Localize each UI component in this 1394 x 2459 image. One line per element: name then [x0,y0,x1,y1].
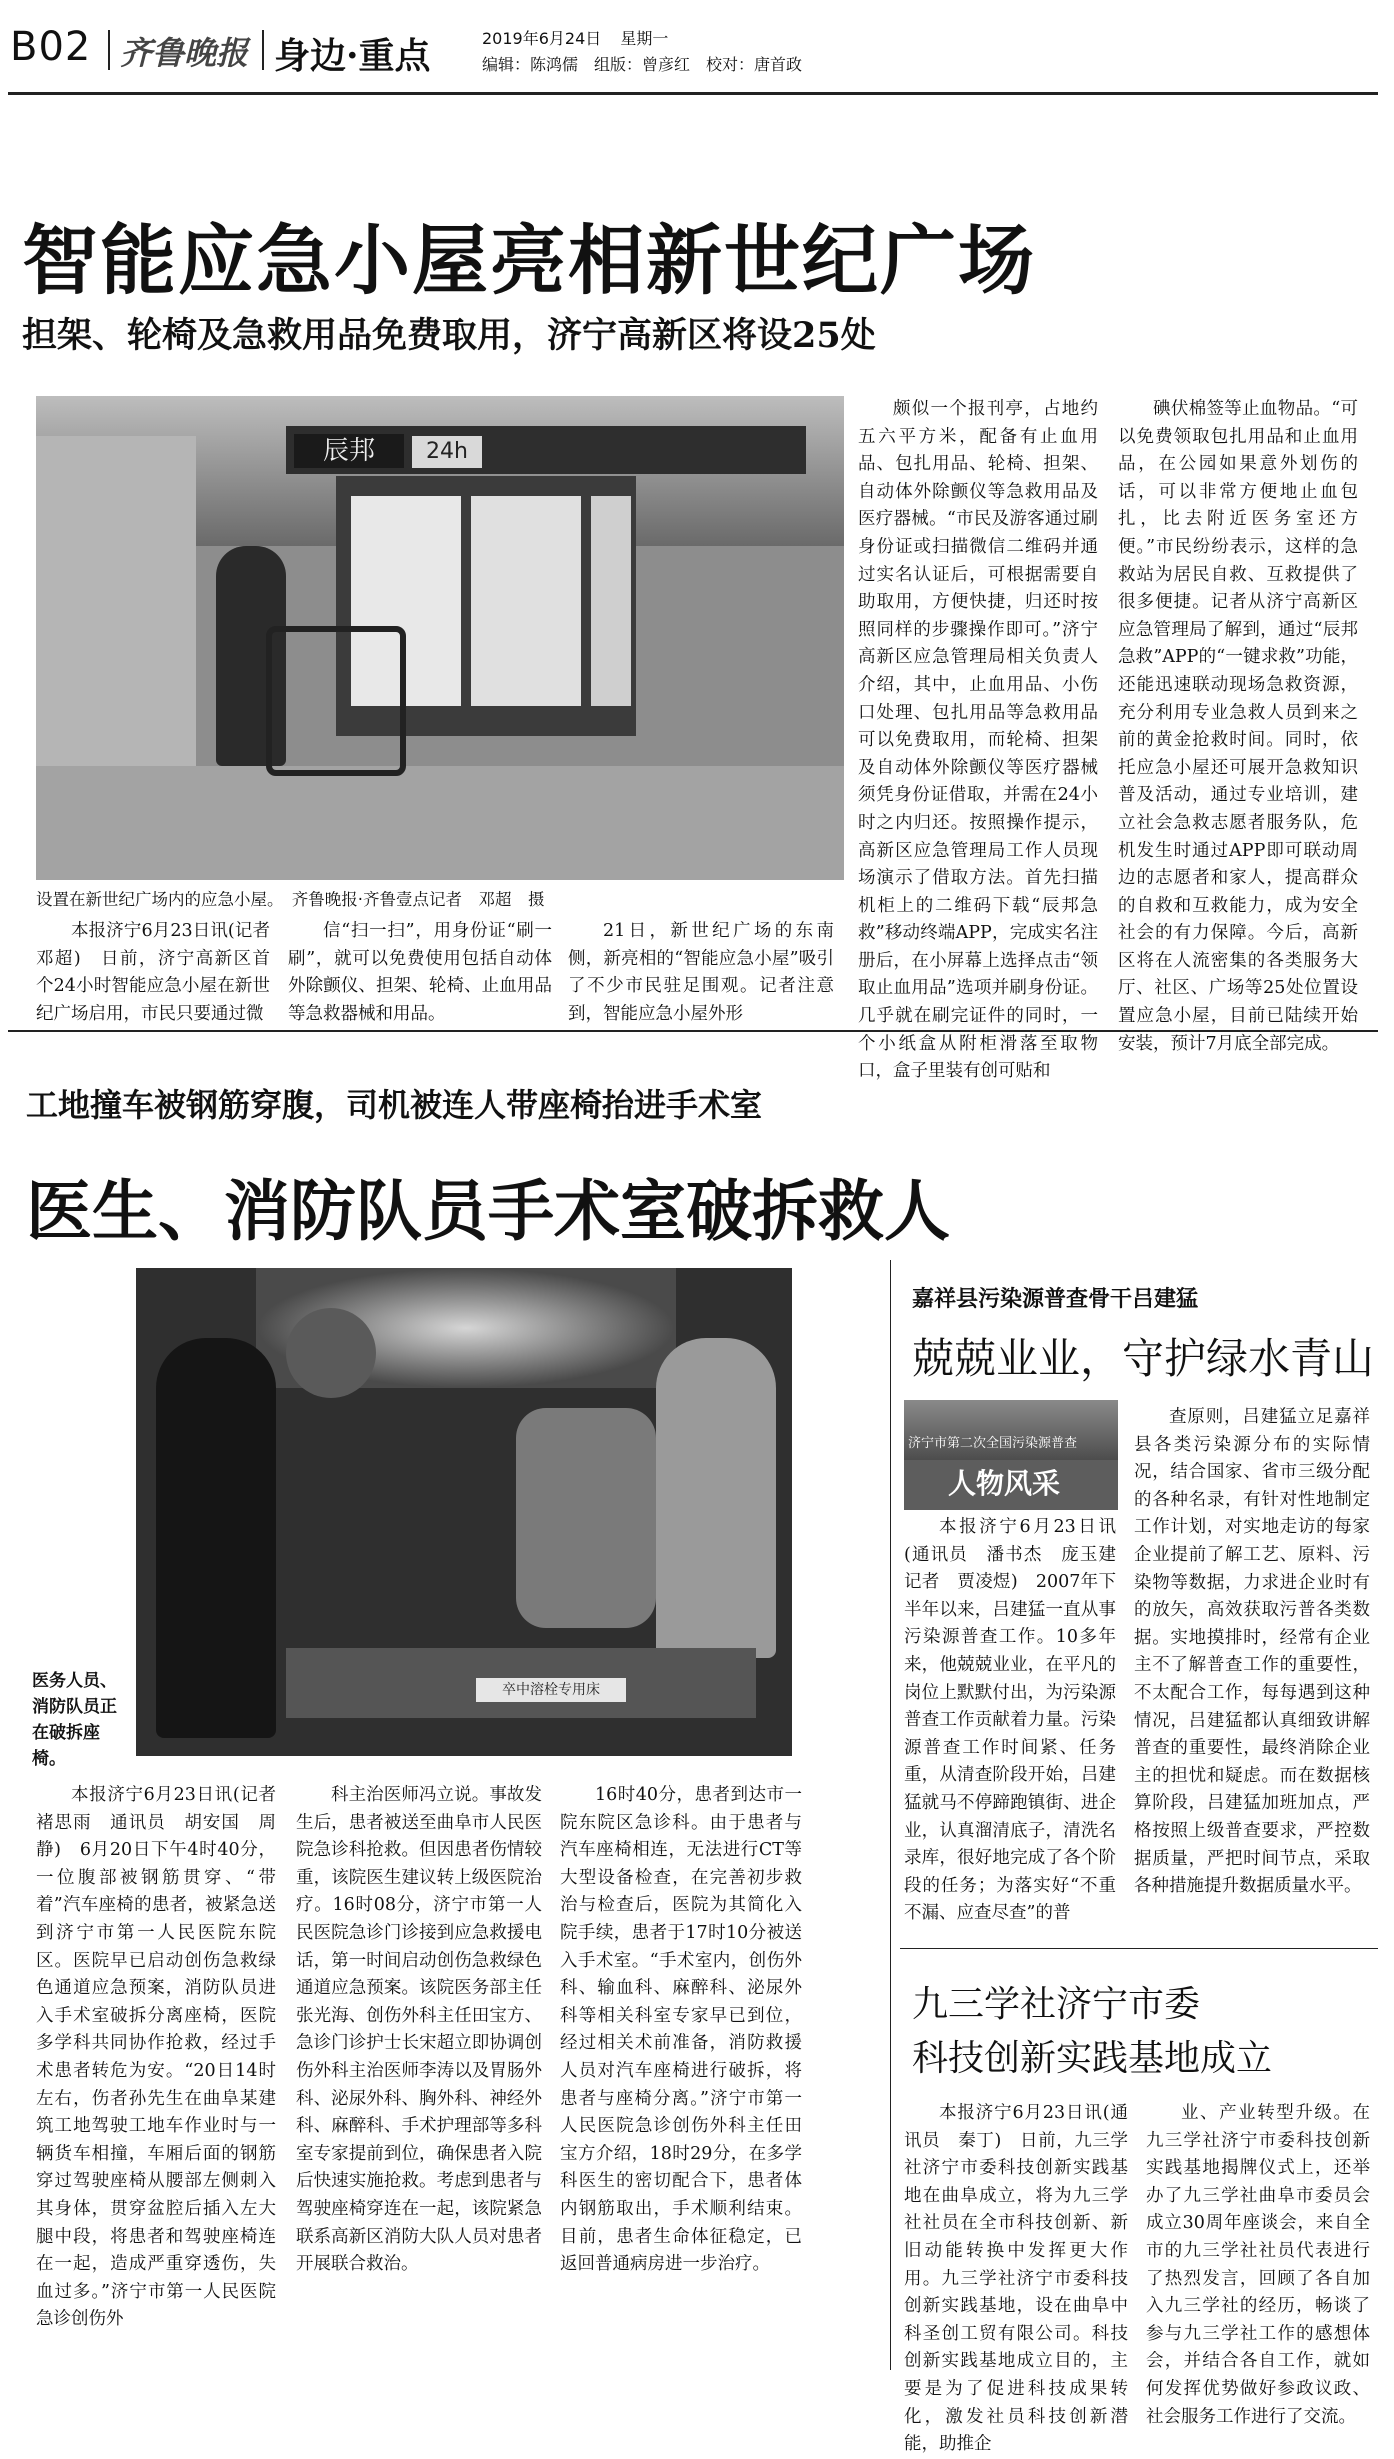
story2-col1-text: 本报济宁6月23日讯(记者 褚思雨 通讯员 胡安国 周静) 6月20日下午4时40分，一位腹部被钢筋贯穿、“带着”汽车座椅的患者，被紧急送到济宁市第一人民医院东院区。医院早已启动创伤急救绿色通道应急预案，消防队员进入手术室破拆分离座椅，医院多学科共同协作抢救，经过手术患者转危为安。“20日14时左右，伤者孙先生在曲阜某建筑工地驾驶工地车作业时与一辆货车相撞，车厢后面的钢筋穿过驾驶座椅从腰部左侧刺入其身体，贯穿盆腔后插入左大腿中段，将患者和驾驶座椅连在一起，造成严重穿透伤，失血过多。”济宁市第一人民医院急诊创伤外 [36,1785,294,2330]
column-rule [890,1260,891,2370]
story4-headline-line1: 九三学社济宁市委 [912,1984,1201,2025]
masthead-rule [8,92,1378,95]
story2-col2-text: 科主治医师冯立说。事故发生后，患者被送至曲阜市人民医院急诊科抢救。但因患者伤情较重，该院医生建议转上级医院治疗。16时08分，济宁市第一人民医院急诊门诊接到应急救援电话，第一时间启动创伤急救绿色通道应急预案。该院医务部主任张光海、创伤外科主任田宝方、急诊门诊护士长宋超立即协调创伤外科主治医师李涛以及胃肠外科、泌尿外科、胸外科、神经外科、麻醉科、手术护理部等多科室专家提前到位，确保患者入院后快速实施抢救。考虑到患者与驾驶座椅穿连在一起，该院紧急联系高新区消防大队人员对患者开展联合救治。 [296,1785,542,2275]
paper-logo: 齐鲁晚报 [120,34,249,72]
banner-sky [904,1400,1118,1460]
story3-headline: 兢兢业业，守护绿水青山 [912,1334,1375,1383]
story2-col1 [36,1782,294,2372]
story3-col1-text: 本报济宁6月23日讯(通讯员 潘书杰 庞玉建 记者 贾凌煜) 2007年下半年以来，吕建猛一直从事污染源普查工作。10多年来，他兢兢业业，在平凡的岗位上默默付出，为污染源普查工作贡献着力量。污染源普查工作时间紧、任务重，从清查阶段开始，吕建猛就马不停蹄跑镇街、进企业，认真溜清底子，清洗名录库，很好地完成了各个阶段的任务；为落实好“不重不漏、应查尽查”的普 [904,1517,1134,1924]
story1-col5 [1118,396,1358,1054]
story3-col2-text: 查原则，吕建猛立足嘉祥县各类污染源分布的实际情况，结合国家、省市三级分配的各种名录，有针对性地制定工作计划，对实地走访的每家企业提前了解工艺、原料、污染物等数据，力求进企业时有的放矢，高效获取污普各类数据。实地摸排时，经常有企业主不了解普查工作的重要性，不太配合工作，每每遇到这种情况，吕建猛都认真细致讲解普查的重要性，最终消除企业主的担忧和疑虑。而在数据核算阶段，吕建猛加班加点，严格按照上级普查要求，严控数据质量，严把时间节点，采取各种措施提升数据质量水平。 [1134,1407,1370,1897]
story1-photo [36,396,844,880]
story4-col1 [904,2100,1128,2455]
story3-banner [904,1400,1118,1510]
masthead-divider [262,30,264,70]
story2-kicker: 工地撞车被钢筋穿腹，司机被连人带座椅抬进手术室 [26,1086,763,1124]
story1-caption: 设置在新世纪广场内的应急小屋。 齐鲁晚报·齐鲁壹点记者 邓超 摄 [36,890,545,909]
helmet-figure [286,1308,376,1398]
story1-col5-text: 碘伏棉签等止血物品。“可以免费领取包扎用品和止血用品，在公园如果意外划伤的话，可以非常方便地止血包扎，比去附近医务室还方便。”市民纷纷表示，这样的急救站为居民自救、互救提供了很多便捷。记者从济宁高新区应急管理局了解到，通过“辰邦急救”APP的“一键求救”功能，还能迅速联动现场急救资源，充分利用专业急救人员到来之前的黄金抢救时间。同时，依托应急小屋还可展开急救知识普及活动，通过专业培训，建立社会急救志愿者服务队，危机发生时通过APP即可联动周边的志愿者和家人，提高群众的自救和互救能力，成为安全社会的有力保障。今后，高新区将在人流密集的各类服务大厅、社区、广场等25处位置设置应急小屋，目前已陆续开始安装，预计7月底全部完成。 [1118,399,1358,1054]
story1-col1 [36,918,288,1024]
banner-bottom-text: 人物风采 [948,1467,1061,1500]
photo-wall [36,436,196,766]
story1-subhead: 担架、轮椅及急救用品免费取用，济宁高新区将设25处 [22,315,876,356]
story1-col2 [288,918,552,1024]
story4-col2-text: 业、产业转型升级。在九三学社济宁市委科技创新实践基地揭牌仪式上，还举办了九三学社曲阜市委员会成立30周年座谈会，来自全市的九三学社社员代表进行了热烈发言，回顾了各自加入九三学社的经历，畅谈了参与九三学社工作的感想体会，并结合各自工作，就如何发挥优势做好参政议政、社会服务工作进行了交流。 [1146,2103,1370,2427]
masthead-divider [108,30,110,70]
photo-ground [36,766,844,880]
story2-photo [136,1268,792,1756]
story1-col2-text: 信“扫一扫”，用身份证“刷一刷”，就可以免费使用包括自动体外除颤仪、担架、轮椅、止血用品等急救器械和用品。 [288,921,552,1024]
surgeon-figure [656,1338,776,1658]
story2-col3-text: 16时40分，患者到达市一院东院区急诊科。由于患者与汽车座椅相连，无法进行CT等大型设备检查，在完善初步救治与检查后，医院为其简化入院手续，患者于17时10分被送入手术室。“手术室内，创伤外科、输血科、麻醉科、泌尿外科等相关科室专家早已到位，经过相关术前准备，消防救援人员对汽车座椅进行破拆，将患者与座椅分离。”济宁市第一人民医院急诊创伤外科主任田宝方介绍，18时29分，在多学科医生的密切配合下，患者体内钢筋取出，手术顺利结束。目前，患者生命体征稳定，已返回普通病房进一步治疗。 [560,1785,802,2275]
kiosk-cabinet [471,496,581,706]
kiosk-sign-24h: 24h [412,436,482,468]
patient-figure [516,1408,656,1628]
story2-col3 [560,1782,802,2372]
issue-date [482,26,668,49]
story1-headline: 智能应急小屋亮相新世纪广场 [22,216,1036,305]
story4-col2 [1146,2100,1370,2427]
editor-credits: 编辑：陈鸿儒 组版：曾彦红 校对：唐首政 [482,55,803,74]
story2-headline: 医生、消防队员手术室破拆救人 [26,1172,950,1250]
story1-col4 [858,396,1098,1082]
banner-top-text: 济宁市第二次全国污染源普查 [908,1436,1078,1451]
page-number: B02 [10,24,92,70]
story1-col4-text: 颇似一个报刊亭，占地约五六平方米，配备有止血用品、包扎用品、轮椅、担架、自动体外除颤仪等急救用品及医疗器械。“市民及游客通过刷身份证或扫描微信二维码并通过实名认证后，可根据需要自助取用，方便快捷，归还时按照同样的步骤操作即可。”济宁高新区应急管理局相关负责人介绍，其中，止血用品、小伤口处理、包扎用品等急救用品可以免费取用，而轮椅、担架及自动体外除颤仪等医疗器械须凭身份证借取，并需在24小时之内归还。按照操作提示，高新区应急管理局工作人员现场演示了借取方法。首先扫描机柜上的二维码下载“辰邦急救”移动终端APP，完成实名注册后，在小屏幕上选择点击“领取止血用品”选项并刷身份证。几乎就在刷完证件的同时，一个小纸盒从附柜滑落至取物口，盒子里装有创可贴和 [858,399,1098,1082]
story3-col1 [904,1514,1134,1934]
stroller-figure [266,626,406,776]
story4-headline-line2: 科技创新实践基地成立 [912,2038,1273,2079]
weekday-text: 星期一 [620,29,669,48]
section-rule [8,1030,1378,1032]
kiosk-cabinet [591,496,631,706]
story1-col3-text: 21日，新世纪广场的东南侧，新亮相的“智能应急小屋”吸引了不少市民驻足围观。记者注意到，智能应急小屋外形 [568,921,834,1024]
story3-kicker: 嘉祥县污染源普查骨干吕建猛 [912,1287,1199,1312]
section-rule [900,1948,1378,1949]
kiosk-sign: 辰邦 [294,434,404,468]
story4-col1-text: 本报济宁6月23日讯(通讯员 秦丁) 日前，九三学社济宁市委科技创新实践基地在曲阜成立，将为九三学社社员在全市科技创新、新旧动能转换中发挥更大作用。九三学社济宁市委科技创新实践基地，设在曲阜中科圣创工贸有限公司。科技创新实践基地成立目的，主要是为了促进科技成果转化，激发社员科技创新潜能，助推企 [904,2103,1128,2455]
story3-col2 [1134,1404,1370,1934]
story2-caption: 医务人员、消防队员正在破拆座椅。 [32,1671,117,1769]
story1-col3 [568,918,834,1024]
story2-col2 [296,1782,542,2372]
date-text: 2019年6月24日 [482,29,602,48]
section-title: 身边·重点 [274,35,431,77]
bed-label: 卒中溶栓专用床 [476,1678,626,1702]
story1-col1-text: 本报济宁6月23日讯(记者 邓超) 日前，济宁高新区首个24小时智能应急小屋在新世纪广场启用，市民只要通过微 [36,921,288,1024]
firefighter-figure [156,1338,276,1738]
